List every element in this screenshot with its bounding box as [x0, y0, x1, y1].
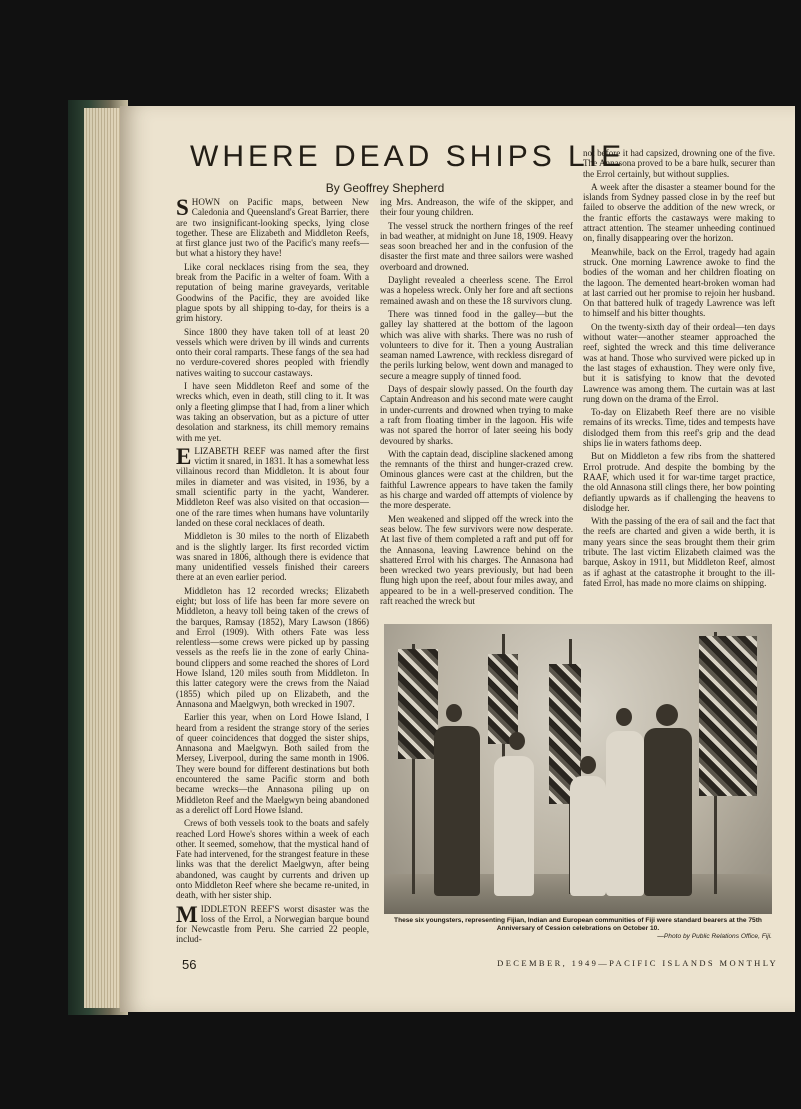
running-footer: DECEMBER, 1949—PACIFIC ISLANDS MONTHLY — [497, 958, 778, 968]
paragraph: Like coral necklaces rising from the sea, they break from the Pacific in a welter of foam. With a reputation of being marine graveyards, veritable Goodwins of the Pacific, they are avoided like plague spots by all shipping to-day, for theirs is a grim history. — [176, 261, 369, 324]
paragraph: To-day on Elizabeth Reef there are no visible remains of its wrecks. Time, tides and tempests have dislodged them from this reef's grip and the dead ships lie in waters fathoms deep. — [583, 407, 775, 449]
paragraph: The vessel struck the northern fringes of the reef in bad weather, at midnight on June 18, 1909. Heavy seas soon breached her and in the confusion of the disaster the first mate and three sailors were washed overboard and drowned. — [380, 220, 573, 272]
paragraph: Middleton has 12 recorded wrecks; Elizabeth eight; but loss of life has been far more severe on Middleton, a heavy toll being taken of the crews of the barques, Ramsay (1852), Mary Lawson (1866) and Errol (1909). With others Fate was less relentless—some crews were picked up by passing vessels as the reefs lie in the zone of early China-bound clippers and some reached the shores of Lord Howe Island, 120 miles south from Middleton. In this latter category were the crews from the Naiad (1855) which piled up on Elizabeth, and the Annasona and Maelgwyn, both wrecked in 1907. — [176, 585, 369, 709]
photo-caption — [384, 917, 772, 941]
photo-credit: —Photo by Public Relations Office, Fiji. — [657, 933, 772, 940]
page-edges — [84, 108, 124, 1008]
paragraph: ELIZABETH REEF was named after the first victim it snared, in 1831. It has a somewhat less villainous record than Middleton. It is about four miles in diameter and was visited, in 1936, by a small scientific party in the yacht, Wanderer. Middleton Reef was also visited on that occasion—one of the rare times when humans have voluntarily landed on these coral necklaces of death. — [176, 443, 369, 528]
paragraph: On the twenty-sixth day of their ordeal—ten days without water—another steamer approached the reef, sighted the wreck and this time deliverance was at hand. Those who survived were picked up in the last stages of exhaustion. They were only five, but it is satisfying to know that the devoted Lawrence was among them. The curtain was at last rung down on the drama of the Errol. — [583, 321, 775, 404]
column-2 — [380, 197, 573, 625]
paragraph: Earlier this year, when on Lord Howe Island, I heard from a resident the strange story of the series of queer coincidences that dogged the sister ships, Annasona and Maelgwyn. Both sailed from the Mersey, Liverpool, during the same month in 1906. They were bound for different destinations but both encountered the same Pacific storm and both became wrecks—the Annasona piling up on Middleton Reef and the Maelgwyn being abandoned as a derelict off Lord Howe Island. — [176, 712, 369, 815]
paragraph: A week after the disaster a steamer bound for the islands from Sydney passed close in by the reef but failed to observe the addition of the new wreck, or the frantic efforts the castaways were making to attract attention. The steamer unheeding continued on, finally disappearing over the horizon. — [583, 181, 775, 244]
person — [494, 756, 534, 896]
person-head — [656, 704, 678, 726]
standard-bearers-photo — [384, 624, 772, 914]
person — [570, 776, 606, 896]
paragraph: SHOWN on Pacific maps, between New Caledonia and Queensland's Great Barrier, there are two insignificant-looking specks, lying close together. These are Elizabeth and Middleton Reefs, at first glance just two of the Pacific's many reefs—but what a history they have! — [176, 197, 369, 259]
paragraph: not before it had capsized, drowning one of the five. The Annasona proved to be a bare hulk, securer than the Errol certainly, but without supplies. — [583, 148, 775, 179]
paragraph: I have seen Middleton Reef and some of the wrecks which, even in death, still cling to it. It was only a fleeting glimpse that I had, from a liner which was taking an observation, but as a picture of utter desolation and starkness, its chill memory remains with me yet. — [176, 381, 369, 443]
drop-cap: E — [176, 443, 192, 469]
person — [434, 726, 480, 896]
paragraph: Days of despair slowly passed. On the fourth day Captain Andreason and his second mate were caught in under-currents and drowned when trying to make a raft from floating timber in the lagoon. His wife was not spared the horror of later seeing his body devoured by sharks. — [380, 384, 573, 446]
paragraph: Since 1800 they have taken toll of at least 20 vessels which were driven by ill winds and currents onto their coral ramparts. These fangs of the sea had no verdure-covered shores peopled with friendly natives waiting to succour castaways. — [176, 326, 369, 378]
person-head — [580, 756, 596, 774]
caption-text: These six youngsters, representing Fijian, Indian and European communities of Fiji were standard bearers at the 75th Anniversary of Cession celebrations on October 10. — [394, 917, 762, 932]
person — [644, 728, 692, 896]
paragraph: There was tinned food in the galley—but the galley lay shattered at the bottom of the lagoon which was alive with sharks. There was no rush of volunteers to dive for it. Then a young Australian seaman named Lawrence, with reckless disregard of the perils lurking below, went down and managed to secure a meagre supply of tinned food. — [380, 308, 573, 381]
paragraph: MIDDLETON REEF'S worst disaster was the loss of the Errol, a Norwegian barque bound for Newcastle from Peru. She carried 22 people, includ- — [176, 901, 369, 945]
drop-cap: M — [176, 901, 198, 927]
paragraph: Crews of both vessels took to the boats and safely reached Lord Howe's shores within a week of each other. It seemed, somehow, that the mystical hand of Fate had intervened, for the strangest feature in these links was that the derelict Maelgwyn, after being abandoned, was caught by currents and driven up onto Middleton Reef where she became re-united, in death, with her sister ship. — [176, 818, 369, 901]
paragraph: With the passing of the era of sail and the fact that the reefs are charted and given a wide berth, it is many years since the seas brought them their grim tribute. The last victim Elizabeth claimed was the barque, Askoy in 1911, but Middleton Reef, almost as if aghast at the catastrophe it brought to the ill-fated Errol, has made no more claims on shipping. — [583, 516, 775, 588]
flag — [488, 654, 518, 744]
paragraph: Meanwhile, back on the Errol, tragedy had again struck. One morning Lawrence awoke to find the bodies of the woman and her children floating on the lagoon. The demented heart-broken woman had at last carried out her promise to rejoin her husband. On that battered hulk of tragedy Lawrence was left to himself and his bitter thoughts. — [583, 246, 775, 319]
flag — [398, 649, 438, 759]
paragraph: Daylight revealed a cheerless scene. The Errol was a hopeless wreck. Only her fore and aft sections remained awash and on these the 18 survivors clung. — [380, 275, 573, 306]
paragraph: But on Middleton a few ribs from the shattered Errol protrude. And despite the bombing by the RAAF, which used it for war-time target practice, the old Annasona still clings there, her bow pointing defiantly upwards as if challenging the heavens to dislodge her. — [583, 451, 775, 513]
person-head — [446, 704, 462, 722]
person-head — [616, 708, 632, 726]
flag — [699, 636, 757, 796]
column-3 — [583, 148, 775, 625]
paragraph: Middleton is 30 miles to the north of Elizabeth and is the slightly larger. Its first recorded victim was snared in 1806, although there is evidence that many unidentified vessels finished their careers there at an even earlier period. — [176, 531, 369, 583]
drop-cap: S — [176, 197, 189, 220]
person — [606, 731, 644, 896]
paragraph: With the captain dead, discipline slackened among the remnants of the thirst and hunger-crazed crew. Ominous glances were cast at the children, but the faithful Lawrence appears to have taken the family as his charge and warded off attempts of violence by the more desperate. — [380, 448, 573, 511]
article-title: WHERE DEAD SHIPS LIE — [190, 140, 626, 173]
person-head — [509, 732, 525, 750]
page-number: 56 — [182, 957, 197, 972]
paragraph: Men weakened and slipped off the wreck into the seas below. The few survivors were now desperate. At last five of them completed a raft and put off for the Annasona, leaving Lawrence behind on the shattered Errol with his charges. The Annasona had been wrecked two years previously, but had been flung high upon the reef, about four miles away, and appeared to be in a well-preserved condition. The raft reached the wreck but — [380, 513, 573, 606]
article-byline: By Geoffrey Shepherd — [325, 181, 445, 195]
paragraph: ing Mrs. Andreason, the wife of the skipper, and their four young children. — [380, 197, 573, 218]
column-1 — [176, 197, 369, 949]
